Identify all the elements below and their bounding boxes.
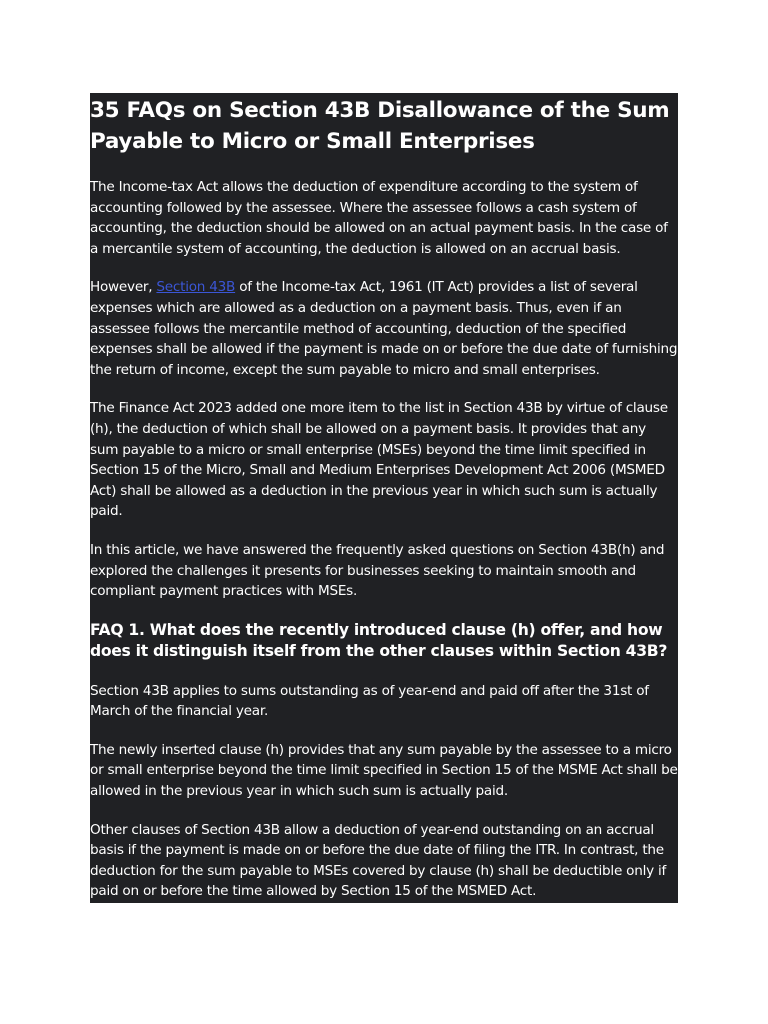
faq-1-paragraph-3: Other clauses of Section 43B allow a deduction of year-end outstanding on an accrual basis if the payment is made on or before the due date of filing the ITR. In contrast, the deduction for the sum payable to MSEs covered by clause (h) shall be deductible only if paid on or before the time allowed by Section 15 of the MSMED Act. — [90, 821, 667, 900]
section-43b-paragraph — [90, 277, 678, 380]
paragraph-suffix: of the Income-tax Act, 1961 (IT Act) provides a list of several expenses which are allowed as a deduction on a payment basis. Thus, even if an assessee follows the mercantile method of accounting, deduction of the specified expenses shall be allowed if the payment is made on or before the due date of furnishing the return of income, except the sum payable to micro and small enterprises. — [90, 279, 678, 378]
article-scope-paragraph: In this article, we have answered the frequently asked questions on Section 43B(h) and explored the challenges it presents for businesses seeking to maintain smooth and compliant payment practices with MSEs. — [90, 541, 665, 600]
section-43b-link[interactable]: Section 43B — [156, 279, 236, 296]
faq-1-paragraph-1: Section 43B applies to sums outstanding as of year-end and paid off after the 31st of March of the financial year. — [90, 682, 649, 720]
article-title: 35 FAQs on Section 43B Disallowance of the Sum Payable to Micro or Small Enterprises — [90, 98, 670, 154]
intro-paragraph: The Income-tax Act allows the deduction of expenditure according to the system of accounting followed by the assessee. Where the assessee follows a cash system of accounting, the deduction should be allowed on an actual payment basis. In the case of a mercantile system of accounting, the deduction is allowed on an accrual basis. — [90, 179, 668, 257]
finance-act-paragraph: The Finance Act 2023 added one more item to the list in Section 43B by virtue of clause (h), the deduction of which shall be allowed on a payment basis. It provides that any sum payable to a micro or small enterprise (MSEs) beyond the time limit specified in Section 15 of the Micro, Small and Medium Enterprises Development Act 2006 (MSMED Act) shall be allowed as a deduction in the previous year in which such sum is actually paid. — [90, 400, 668, 520]
article-panel — [90, 93, 678, 903]
paragraph-prefix: However, — [90, 279, 157, 296]
faq-1-paragraph-2: The newly inserted clause (h) provides that any sum payable by the assessee to a micro or small enterprise beyond the time limit specified in Section 15 of the MSME Act shall be allowed in the previous year in which such sum is actually paid. — [90, 741, 678, 800]
faq-1-heading: FAQ 1. What does the recently introduced clause (h) offer, and how does it distinguish itself from the other clauses within Section 43B? — [90, 620, 668, 661]
